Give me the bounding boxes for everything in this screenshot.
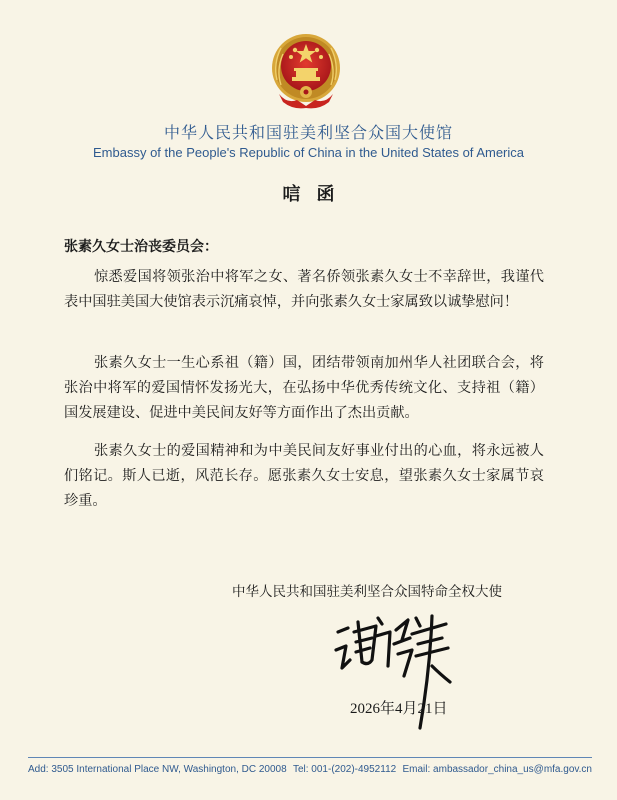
salutation: 张素久女士治丧委员会： bbox=[64, 239, 218, 255]
embassy-name-chinese: 中华人民共和国驻美利坚合众国大使馆 bbox=[163, 123, 453, 142]
letter-date: 2026年4月21日 bbox=[350, 701, 448, 717]
body-paragraph-1: 惊悉爱国将领张治中将军之女、著名侨领张素久女士不幸辞世，我谨代表中国驻美国大使馆表示沉痛哀悼，并向张素久女士家属致以诚挚慰问！ bbox=[64, 269, 544, 310]
footer-telephone: Tel: 001-(202)-4952112 bbox=[292, 764, 397, 775]
footer-email: Email: ambassador_china_us@mfa.gov.cn bbox=[402, 764, 592, 775]
national-emblem-icon bbox=[267, 30, 345, 110]
embassy-name-english: Embassy of the People's Republic of China in the United States of America bbox=[93, 145, 524, 160]
signer-title: 中华人民共和国驻美利坚合众国特命全权大使 bbox=[232, 584, 502, 600]
footer-address: Add: 3505 International Place NW, Washington, DC 20008 bbox=[28, 764, 287, 775]
body-paragraph-3: 张素久女士的爱国精神和为中美民间友好事业付出的心血，将永远被人们铭记。斯人已逝，风范长存。愿张素久女士安息，望张素久女士家属节哀珍重。 bbox=[64, 443, 544, 509]
document-title: 唁函 bbox=[282, 184, 351, 205]
body-paragraph-2: 张素久女士一生心系祖（籍）国，团结带领南加州华人社团联合会，将张治中将军的爱国情怀发扬光大，在弘扬中华优秀传统文化、支持祖（籍）国发展建设、促进中美民间友好等方面作出了杰出贡献。 bbox=[64, 355, 544, 421]
footer bbox=[28, 764, 592, 775]
footer-divider bbox=[28, 757, 592, 758]
